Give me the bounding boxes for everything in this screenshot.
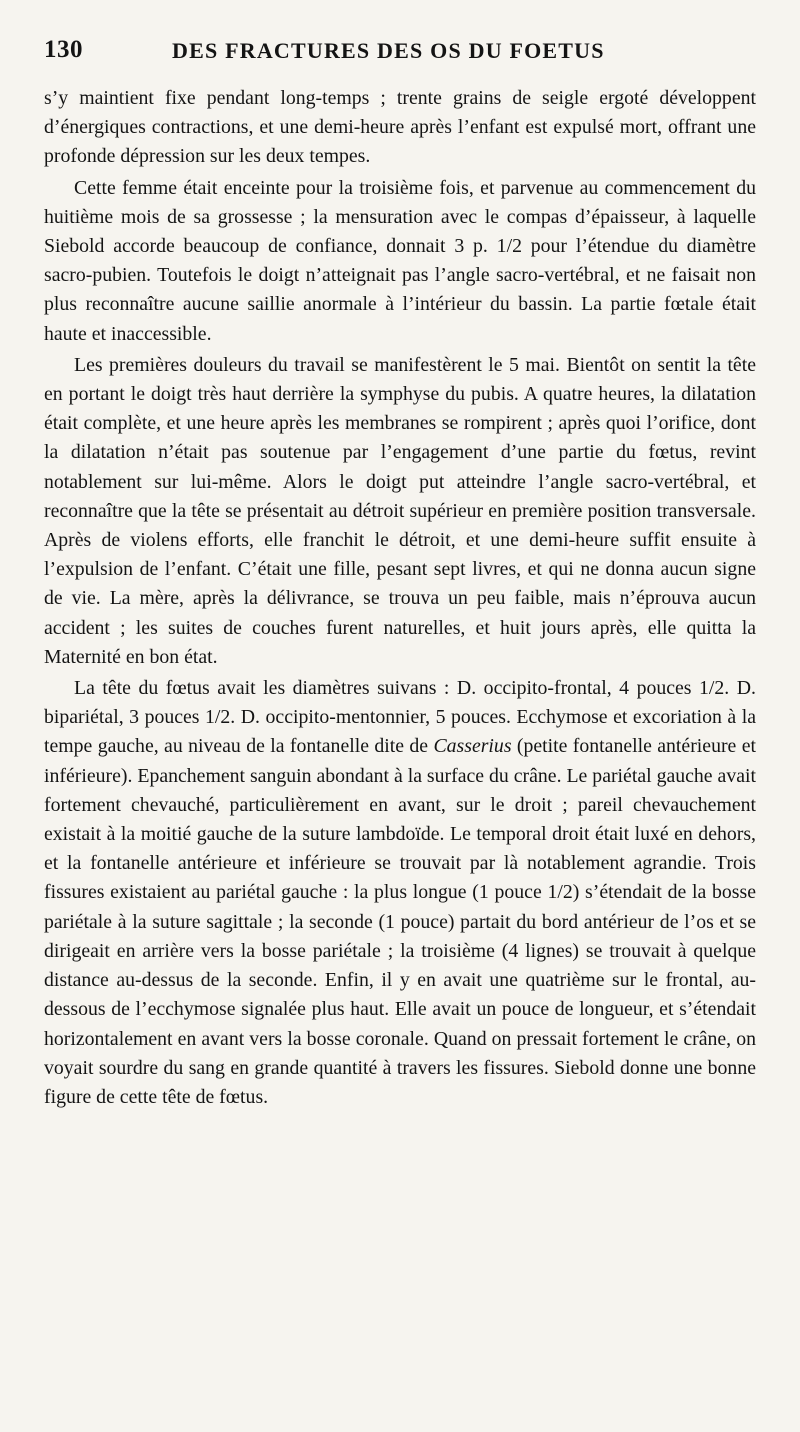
casserius-italic: Casserius [433, 735, 512, 758]
paragraph-fetal-head-part1: La tête du fœtus avait les diamètres suivans : D. occipito-frontal, 4 pouces 1/2. D. bipariétal, 3 pouces 1/2. D. occipito-mentonnier, 5 pouces. Ecchymose et excoriation à la tempe gauche, au niveau de la fontanelle dite de [44, 677, 756, 758]
page-number: 130 [44, 36, 83, 63]
running-title: DES FRACTURES DES OS DU FOETUS [172, 38, 605, 63]
body-text [44, 84, 756, 1112]
paragraph-patient-description: Cette femme était enceinte pour la troisième fois, et parvenue au commencement du huitième mois de sa grossesse ; la mensuration avec le compas d’épaisseur, à laquelle Siebold accorde beaucoup de confiance, donnait 3 p. 1/2 pour l’étendue du diamètre sacro-pubien. Toutefois le doigt n’atteignait pas l’angle sacro-vertébral, et ne faisait non plus reconnaître aucune saillie anormale à l’intérieur du bassin. La partie fœtale était haute et inaccessible. [44, 176, 756, 345]
paragraph-continued: s’y maintient fixe pendant long-temps ; trente grains de seigle ergoté développent d’énergiques contractions, et une demi-heure après l’enfant est expulsé mort, offrant une profonde dépression sur les deux tempes. [44, 87, 756, 168]
paragraph-fetal-head [44, 674, 756, 1112]
paragraph-labor: Les premières douleurs du travail se manifestèrent le 5 mai. Bientôt on sentit la tête en portant le doigt très haut derrière la symphyse du pubis. A quatre heures, la dilatation était complète, et une heure après les membranes se rompirent ; après quoi l’orifice, dont la dilatation n’était pas soutenue par l’engagement d’une partie du fœtus, revint notablement sur lui-même. Alors le doigt put atteindre l’angle sacro-vertébral, et reconnaître que la tête se présentait au détroit supérieur en première position transversale. Après de violens efforts, elle franchit le détroit, et une demi-heure suffit ensuite à l’expulsion de l’enfant. C’était une fille, pesant sept livres, et qui ne donna aucun signe de vie. La mère, après la délivrance, se trouva un peu faible, mais n’éprouva aucun accident ; les suites de couches furent naturelles, et huit jours après, elle quitta la Maternité en bon état. [44, 353, 756, 668]
paragraph-fetal-head-part2: (petite fontanelle antérieure et inférieure). Epanchement sanguin abondant à la surface du crâne. Le pariétal gauche avait fortement chevauché, particulièrement en avant, sur le droit ; pareil chevauchement existait à la moitié gauche de la suture lambdoïde. Le temporal droit était luxé en dehors, et la fontanelle antérieure et inférieure se trouvait par là notablement agrandie. Trois fissures existaient au pariétal gauche : la plus longue (1 pouce 1/2) s’étendait de la bosse pariétale à la suture sagittale ; la seconde (1 pouce) partait du bord antérieur de l’os et se dirigeait en arrière vers la bosse pariétale ; la troisième (4 lignes) se trouvait à quelque distance au-dessus de la seconde. Enfin, il y en avait une quatrième sur le frontal, au-dessous de l’ecchymose signalée plus haut. Elle avait un pouce de longueur, et s’étendait horizontalement en avant vers la bosse coronale. Quand on pressait fortement le crâne, on voyait sourdre du sang en grande quantité à travers les fissures. Siebold donne une bonne figure de cette tête de fœtus. [44, 735, 756, 1108]
page-header [44, 36, 764, 72]
